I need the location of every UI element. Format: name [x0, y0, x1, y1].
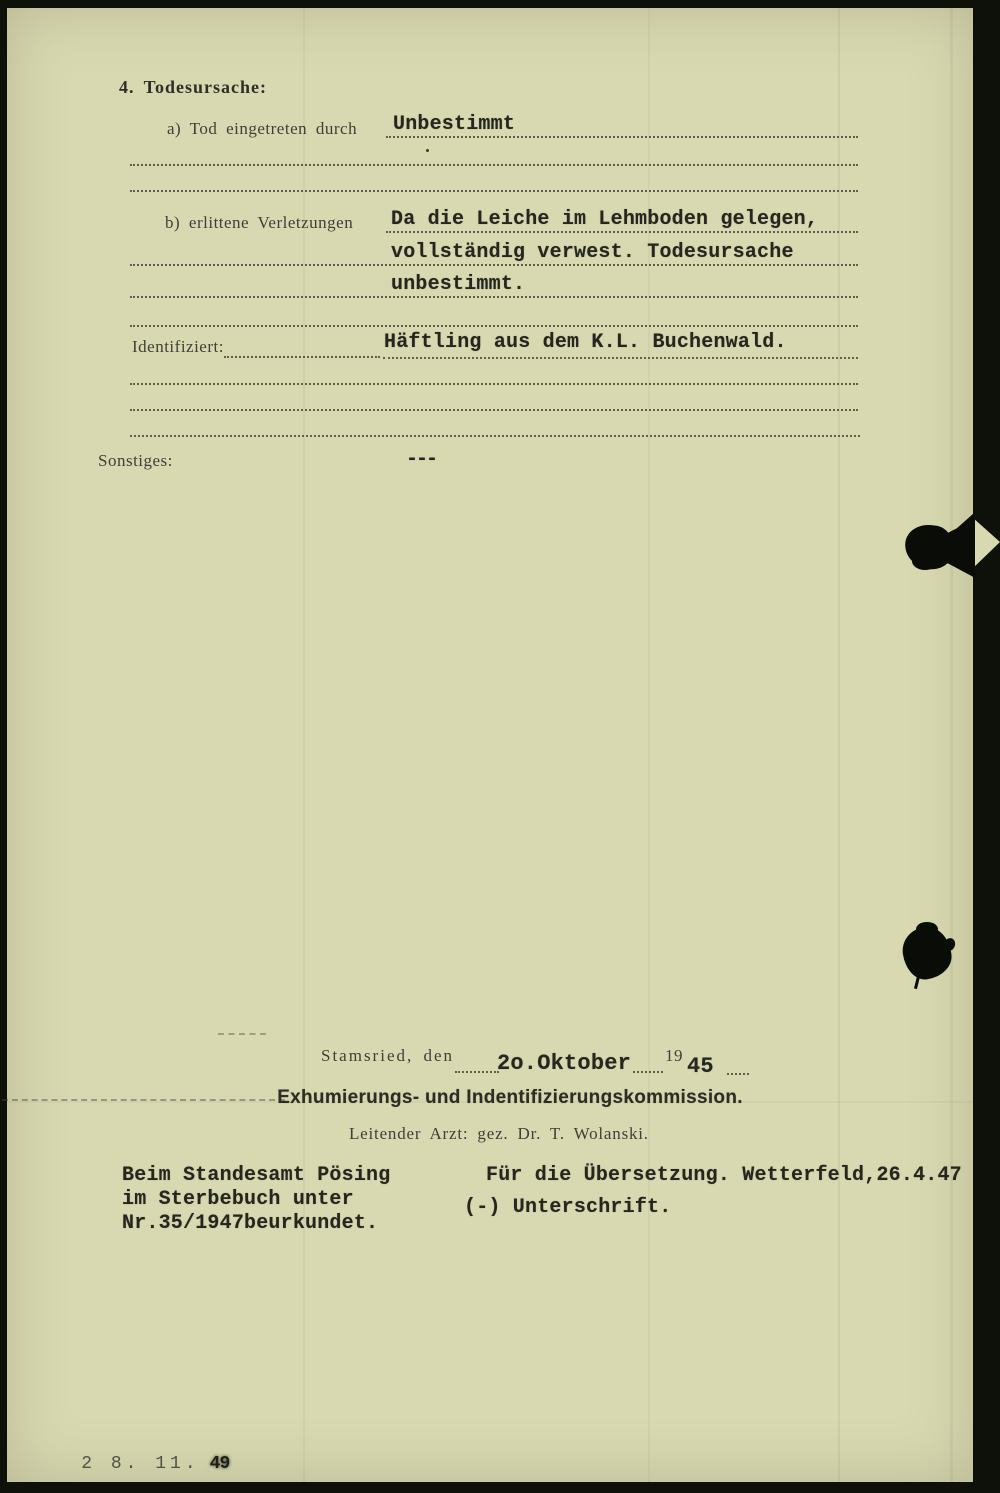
- place-date-printed: Stamsried, den: [321, 1046, 455, 1065]
- physician-line: Leitender Arzt: gez. Dr. T. Wolanski.: [349, 1124, 649, 1143]
- dotted-rule: [130, 383, 858, 385]
- crease-line: [838, 8, 840, 1482]
- dotted-rule: [130, 296, 858, 298]
- ink-speck: [426, 149, 429, 152]
- registry-line-2: im Sterbebuch unter: [122, 1188, 354, 1211]
- signature-note: (-) Unterschrift.: [464, 1196, 672, 1219]
- identified-value: Häftling aus dem K.L. Buchenwald.: [384, 331, 787, 354]
- dotted-rule: [130, 190, 858, 192]
- dotted-rule: [727, 1073, 749, 1075]
- dotted-rule: [386, 136, 858, 138]
- dotted-rule: [130, 409, 858, 411]
- field-a-label: a) Tod eingetreten durch: [167, 119, 358, 138]
- typed-year-suffix: 45: [687, 1054, 714, 1079]
- dotted-rule: [130, 435, 860, 437]
- field-a-value: Unbestimmt: [393, 113, 516, 136]
- dotted-rule: [633, 1071, 663, 1073]
- field-b-value-line-1: Da die Leiche im Lehmboden gelegen,: [391, 208, 819, 231]
- date-stamp: [38, 1434, 229, 1493]
- typed-date: 2o.Oktober: [497, 1051, 632, 1076]
- field-b-value-line-3: unbestimmt.: [391, 273, 526, 296]
- other-label: Sonstiges:: [98, 451, 173, 470]
- dotted-rule: [224, 356, 380, 358]
- registry-note: [122, 1164, 390, 1235]
- field-b-value-line-2: vollständig verwest. Todesursache: [391, 241, 794, 264]
- paper-tear-notch: [972, 517, 1000, 569]
- crease-line: [950, 8, 953, 1482]
- printed-year-prefix: 19: [665, 1046, 683, 1065]
- dotted-rule: [455, 1071, 499, 1073]
- registry-line-1: Beim Standesamt Pösing: [122, 1164, 391, 1187]
- date-stamp-prefix: 2 8. 11.: [81, 1454, 200, 1474]
- commission-line: Exhumierungs- und Indentifizierungskommission.: [277, 1087, 743, 1108]
- other-value: ---: [406, 448, 437, 471]
- ink-blot: [916, 922, 938, 936]
- date-stamp-year: 49: [209, 1454, 230, 1474]
- translation-note: Für die Übersetzung. Wetterfeld,26.4.47: [486, 1164, 962, 1187]
- pencil-dash-line: [218, 1033, 266, 1035]
- dotted-rule: [386, 231, 858, 233]
- dotted-rule: [130, 264, 858, 266]
- punch-hole-tear: [912, 552, 938, 570]
- dotted-rule: [383, 357, 858, 359]
- dotted-rule: [130, 325, 858, 327]
- dotted-rule: [130, 164, 858, 166]
- section-4-heading: 4. Todesursache:: [119, 77, 268, 97]
- registry-line-3: Nr.35/1947beurkundet.: [122, 1212, 379, 1235]
- identified-label: Identifiziert:: [132, 337, 224, 356]
- field-b-label: b) erlittene Verletzungen: [165, 213, 354, 232]
